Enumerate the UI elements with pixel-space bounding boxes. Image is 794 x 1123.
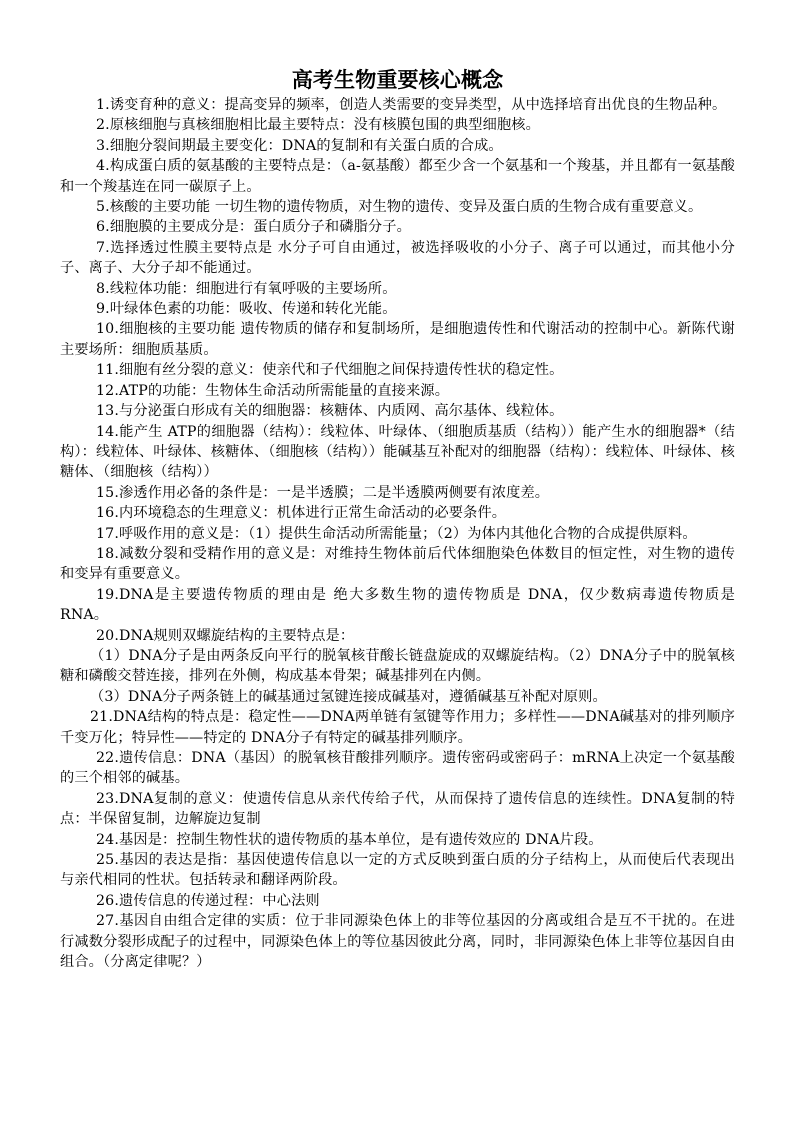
concept-item-26: 26.遗传信息的传递过程：中心法则	[96, 892, 320, 909]
concept-item-6: 6.细胞膜的主要成分是：蛋白质分子和磷脂分子。	[96, 219, 411, 236]
concept-item-17: 17.呼吸作用的意义是：（1）提供生命活动所需能量；（2）为体内其他化合物的合成提供原料。	[96, 525, 697, 542]
concept-item-12: 12.ATP的功能：生物体生命活动所需能量的直接来源。	[96, 382, 450, 399]
concept-item-23: 23.DNA复制的意义：使遗传信息从亲代传给子代，从而保持了遗传信息的连续性。DNA复制的特点：半保留复制，边解旋边复制	[60, 790, 735, 828]
concept-item-18: 18.减数分裂和受精作用的意义是：对维持生物体前后代体细胞染色体数目的恒定性，对生物的遗传和变异有重要意义。	[60, 545, 735, 583]
document-page	[60, 66, 735, 972]
concept-item-21: 21.DNA结构的特点是：稳定性——DNA两单链有氢键等作用力；多样性——DNA碱基对的排列顺序千变万化；特异性——特定的 DNA分子有特定的碱基排列顺序。	[60, 709, 735, 746]
concept-item-2: 2.原核细胞与真核细胞相比最主要特点：没有核膜包围的典型细胞核。	[96, 117, 540, 134]
concept-item-20-sub-1: （1）DNA分子是由两条反向平行的脱氧核苷酸长链盘旋成的双螺旋结构。（2）DNA分子中的脱氧核糖和磷酸交替连接，排列在外侧，构成基本骨架；碱基排列在内侧。	[60, 647, 735, 685]
concept-item-11: 11.细胞有丝分裂的意义：使亲代和子代细胞之间保持遗传性状的稳定性。	[96, 362, 564, 379]
concept-item-20: 20.DNA规则双螺旋结构的主要特点是：	[96, 627, 355, 644]
concept-item-8: 8.线粒体功能：细胞进行有氧呼吸的主要场所。	[96, 280, 397, 297]
concept-item-22: 22.遗传信息：DNA（基因）的脱氧核苷酸排列顺序。遗传密码或密码子：mRNA上决定一个氨基酸的三个相邻的碱基。	[60, 750, 735, 787]
concept-item-7: 7.选择透过性膜主要特点是 水分子可自由通过，被选择吸收的小分子、离子可以通过，而其他小分子、离子、大分子却不能通过。	[60, 239, 735, 277]
concept-item-4: 4.构成蛋白质的氨基酸的主要特点是：（a-氨基酸）都至少含一个氨基和一个羧基，并且都有一氨基酸和一个羧基连在同一碳原子上。	[60, 158, 735, 195]
concept-item-9: 9.叶绿体色素的功能：吸收、传递和转化光能。	[96, 301, 397, 318]
concept-item-15: 15.渗透作用必备的条件是：一是半透膜；二是半透膜两侧要有浓度差。	[96, 484, 550, 501]
concept-item-24: 24.基因是：控制生物性状的遗传物质的基本单位，是有遗传效应的 DNA片段。	[96, 831, 603, 848]
concept-item-14: 14.能产生 ATP的细胞器（结构）：线粒体、叶绿体、（细胞质基质（结构））能产生水的细胞器*（结构）：线粒体、叶绿体、核糖体、（细胞核（结构））能碱基互补配对的细胞器（结构）：线粒体、叶绿体、核糖体、（细胞核（结构））	[60, 423, 735, 481]
concept-item-19: 19.DNA是主要遗传物质的理由是 绝大多数生物的遗传物质是 DNA，仅少数病毒遗传物质是 RNA。	[60, 586, 735, 624]
concept-item-13: 13.与分泌蛋白形成有关的细胞器：核糖体、内质网、高尔基体、线粒体。	[96, 403, 564, 420]
concept-item-16: 16.内环境稳态的生理意义：机体进行正常生命活动的必要条件。	[96, 505, 507, 522]
concept-item-27: 27.基因自由组合定律的实质：位于非同源染色体上的非等位基因的分离或组合是互不干扰的。在进行减数分裂形成配子的过程中，同源染色体上的等位基因彼此分离，同时，非同源染色体上非等位基因自由组合。（分离定律呢？）	[60, 913, 735, 971]
concept-item-20-sub-3: （3）DNA分子两条链上的碱基通过氢键连接成碱基对，遵循碱基互补配对原则。	[90, 688, 607, 705]
document-title: 高考生物重要核心概念	[291, 68, 504, 92]
concept-item-1: 1.诱变育种的意义：提高变异的频率，创造人类需要的变异类型，从中选择培育出优良的生物品种。	[96, 97, 727, 113]
concept-item-3: 3.细胞分裂间期最主要变化：DNA的复制和有关蛋白质的合成。	[96, 137, 503, 154]
concept-item-5: 5.核酸的主要功能 一切生物的遗传物质，对生物的遗传、变异及蛋白质的生物合成有重要意义。	[96, 199, 703, 216]
concept-item-10: 10.细胞核的主要功能 遗传物质的储存和复制场所，是细胞遗传性和代谢活动的控制中心。新陈代谢主要场所：细胞质基质。	[60, 321, 735, 358]
concept-item-25: 25.基因的表达是指：基因使遗传信息以一定的方式反映到蛋白质的分子结构上，从而使后代表现出与亲代相同的性状。包括转录和翻译两阶段。	[60, 852, 735, 889]
